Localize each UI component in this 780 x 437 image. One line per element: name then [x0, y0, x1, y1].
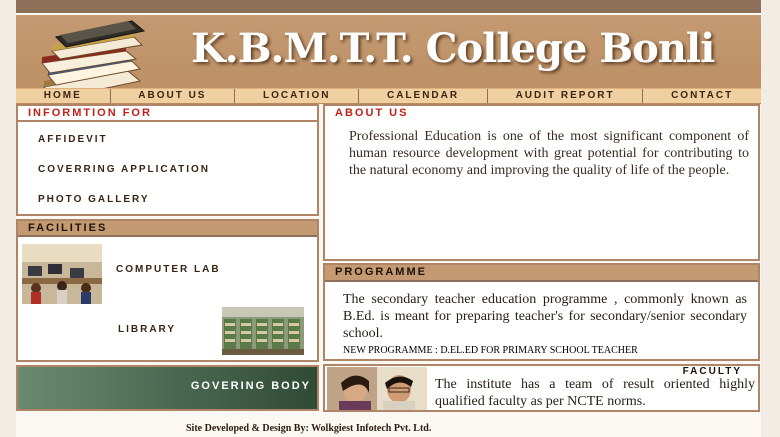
faculty-photo — [327, 367, 427, 410]
facilities-heading: FACILITIES — [18, 221, 317, 237]
books-stack-icon — [36, 15, 146, 88]
affidevit-link[interactable]: AFFIDEVIT — [38, 134, 108, 145]
nav-calendar[interactable]: CALENDAR — [359, 89, 488, 103]
programme-text: The secondary teacher education programme , commonly known as B.Ed. is meant for preparing teacher's for secondary/senior secondary school. — [343, 292, 747, 341]
nav-about-us[interactable]: ABOUT US — [111, 89, 236, 103]
governing-body-panel[interactable] — [16, 365, 319, 411]
computer-lab-link[interactable]: COMPUTER LAB — [116, 264, 221, 275]
about-panel — [323, 104, 760, 261]
governing-body-link[interactable]: GOVERING BODY — [190, 380, 311, 392]
programme-heading: PROGRAMME — [325, 265, 758, 282]
faculty-heading: FACULTY — [682, 366, 742, 377]
information-panel — [16, 104, 319, 216]
coverring-application-link[interactable]: COVERRING APPLICATION — [38, 164, 211, 175]
library-link[interactable]: LIBRARY — [118, 324, 177, 335]
computer-lab-photo[interactable] — [22, 244, 102, 304]
photo-gallery-link[interactable]: PHOTO GALLERY — [38, 194, 150, 205]
main-nav — [16, 88, 761, 104]
site-title: K.B.M.T.T. College Bonli — [191, 25, 715, 72]
new-programme-link[interactable]: NEW PROGRAMME : D.EL.ED FOR PRIMARY SCHOOL TEACHER — [343, 345, 638, 356]
nav-home[interactable]: HOME — [16, 89, 111, 103]
header-banner — [16, 15, 761, 88]
nav-location[interactable]: LOCATION — [235, 89, 359, 103]
facilities-panel — [16, 219, 319, 362]
footer-credit: Site Developed & Design By: Wolkgiest Infotech Pvt. Ltd. — [186, 423, 432, 434]
nav-audit-report[interactable]: AUDIT REPORT — [488, 89, 644, 103]
nav-contact[interactable]: CONTACT — [671, 90, 734, 101]
faculty-panel — [323, 364, 760, 412]
about-heading: ABOUT US — [335, 107, 409, 119]
programme-panel — [323, 263, 760, 361]
top-strip — [16, 0, 761, 13]
faculty-text: The institute has a team of result oriented highly qualified faculty as per NCTE norms. — [435, 377, 755, 409]
library-photo[interactable] — [222, 307, 304, 355]
information-heading: INFORMTION FOR — [18, 106, 317, 122]
about-text: Professional Education is one of the most significant component of human resource development with great potential for contributing to the natural economy and improving the quality of life of the people. — [349, 129, 749, 178]
